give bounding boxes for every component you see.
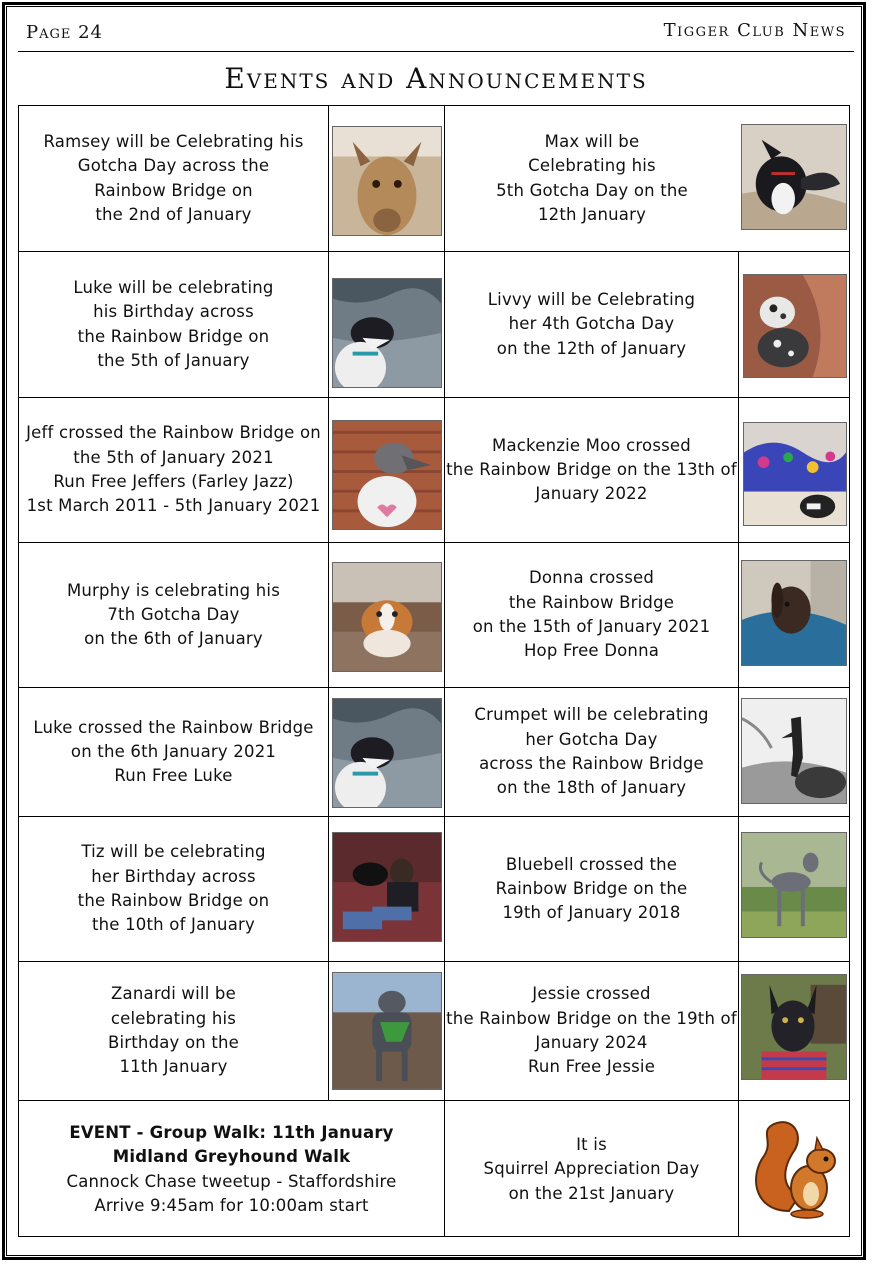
announcement-luke-passed: Luke crossed the Rainbow Bridge on the 6th January 2021 Run Free Luke — [33, 717, 314, 786]
announcement-jessie: Jessie crossed the Rainbow Bridge on the 19th of January 2024 Run Free Jessie — [446, 984, 737, 1077]
announcements-table — [18, 105, 850, 1237]
announcement-murphy: Murphy is celebrating his 7th Gotcha Day on the 6th of January — [66, 580, 281, 649]
greyhound-jessie-photo — [741, 974, 847, 1080]
greyhound-jeff-photo — [332, 420, 442, 530]
announcement-jeff: Jeff crossed the Rainbow Bridge on the 5th of January 2021 Run Free Jeffers (Farley Jazz) 1st March 2011 - 5th January 2021 — [26, 423, 321, 516]
greyhound-luke-photo — [332, 698, 442, 808]
page-title: Events and Announcements — [224, 62, 648, 95]
announcement-crumpet: Crumpet will be celebrating her Gotcha Day across the Rainbow Bridge on the 18th of January — [474, 705, 709, 798]
greyhound-zanardi-photo — [332, 972, 442, 1090]
greyhound-max-photo — [741, 124, 847, 230]
event-location: Cannock Chase tweetup - Staffordshire — [66, 1171, 397, 1191]
announcement-ramsey: Ramsey will be Celebrating his Gotcha Day across the Rainbow Bridge on the 2nd of January — [43, 131, 304, 224]
column-divider-right — [738, 251, 739, 1237]
newsletter-name: Tigger Club News — [663, 20, 846, 41]
announcement-luke-birthday: Luke will be celebrating his Birthday across the Rainbow Bridge on the 5th of January — [73, 277, 274, 370]
announcement-tiz: Tiz will be celebrating her Birthday across the Rainbow Bridge on the 10th of January — [77, 842, 270, 935]
page-number: Page 24 — [26, 22, 103, 43]
dog-murphy-photo — [332, 562, 442, 672]
announcement-donna: Donna crossed the Rainbow Bridge on the 15th of January 2021 Hop Free Donna — [472, 568, 711, 661]
greyhound-crumpet-photo — [741, 698, 847, 804]
event-subtitle: Midland Greyhound Walk — [112, 1147, 351, 1167]
event-arrival: Arrive 9:45am for 10:00am start — [94, 1195, 369, 1215]
greyhound-livvy-photo — [743, 274, 847, 378]
greyhound-tiz-photo — [332, 832, 442, 942]
squirrel-icon — [749, 1116, 843, 1220]
announcement-mackenzie: Mackenzie Moo crossed the Rainbow Bridge on the 13th of January 2022 — [446, 435, 737, 504]
announcement-max: Max will be Celebrating his 5th Gotcha Day on the 12th January — [496, 131, 688, 224]
greyhound-mackenzie-photo — [743, 422, 847, 526]
header-divider — [18, 51, 854, 52]
announcement-bluebell: Bluebell crossed the Rainbow Bridge on the 19th of January 2018 — [495, 854, 688, 923]
column-divider-left — [328, 106, 329, 1101]
announcement-livvy: Livvy will be Celebrating her 4th Gotcha Day on the 12th of January — [487, 290, 696, 358]
rabbit-donna-photo — [741, 560, 847, 666]
event-group-walk — [19, 1101, 444, 1238]
greyhound-ramsey-photo — [332, 126, 442, 236]
greyhound-luke-photo — [332, 278, 442, 388]
event-title: EVENT - Group Walk: 11th January — [69, 1122, 394, 1142]
greyhound-bluebell-photo — [741, 832, 847, 938]
announcement-squirrel-day: It is Squirrel Appreciation Day on the 21st January — [483, 1135, 700, 1203]
announcement-zanardi: Zanardi will be celebrating his Birthday on the 11th January — [107, 984, 240, 1077]
